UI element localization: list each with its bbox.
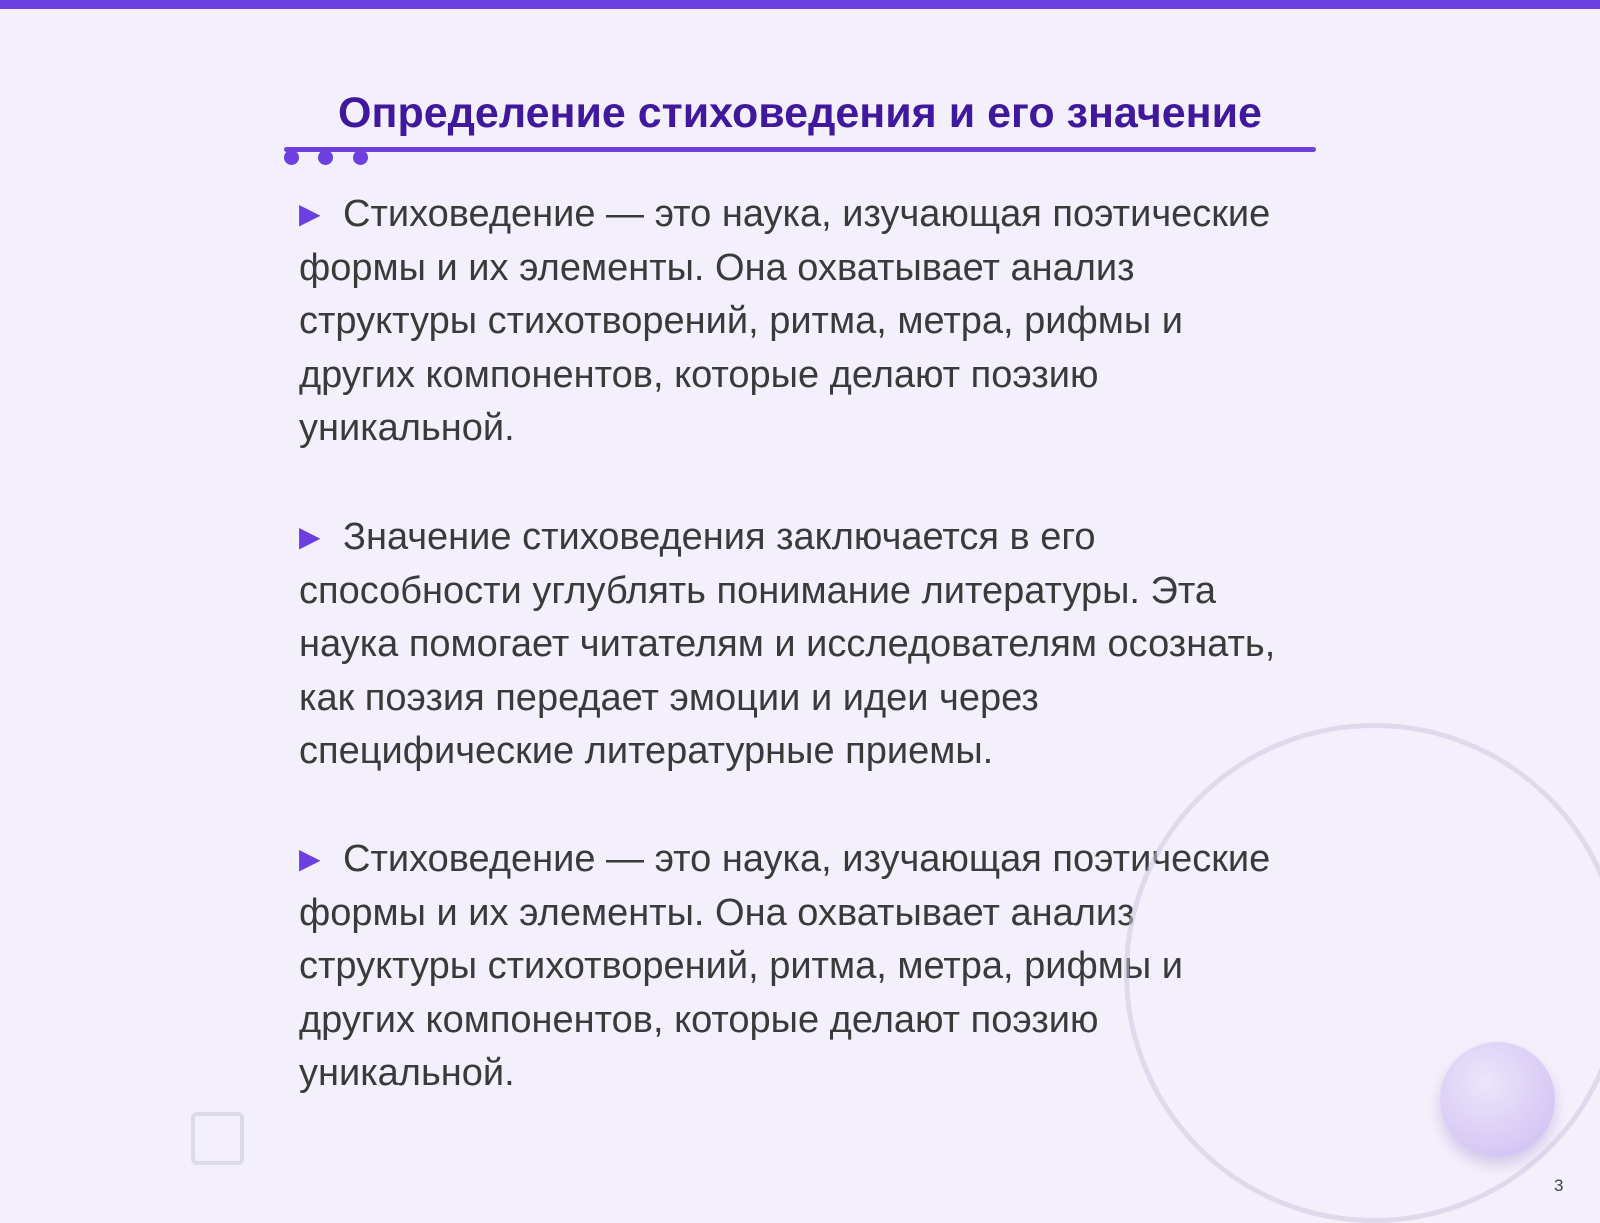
- top-accent-bar: [0, 0, 1600, 9]
- decorative-ring: [1124, 723, 1600, 1223]
- slide-title: Определение стиховедения и его значение: [338, 89, 1262, 137]
- bullet-text: Стиховедение — это наука, изучающая поэтические формы и их элементы. Она охватывает анализ структуры стихотворений, ритма, метра, рифмы и других компонентов, которые делают поэзию уникальной.: [299, 838, 1271, 1094]
- decorative-circle: [1440, 1042, 1555, 1157]
- decorative-dot: [284, 150, 299, 165]
- decorative-square: [191, 1112, 244, 1165]
- decorative-dot: [318, 150, 333, 165]
- decorative-dot: [353, 150, 368, 165]
- triangle-right-icon: ▶: [299, 843, 321, 874]
- triangle-right-icon: ▶: [299, 521, 321, 552]
- bullet-text: Стиховедение — это наука, изучающая поэтические формы и их элементы. Она охватывает анализ структуры стихотворений, ритма, метра, рифмы и других компонентов, которые делают поэзию уникальной.: [299, 193, 1271, 449]
- triangle-right-icon: ▶: [299, 198, 321, 229]
- bullet-paragraph-definition: [299, 187, 1299, 456]
- bullet-text: Значение стиховедения заключается в его способности углублять понимание литературы. Эта наука помогает читателям и исследователям осознать, как поэзия передает эмоции и идеи через специфические литературные приемы.: [299, 516, 1276, 772]
- bullet-paragraph-significance: [299, 510, 1299, 779]
- title-underline: [284, 147, 1316, 152]
- page-number: 3: [1554, 1176, 1564, 1195]
